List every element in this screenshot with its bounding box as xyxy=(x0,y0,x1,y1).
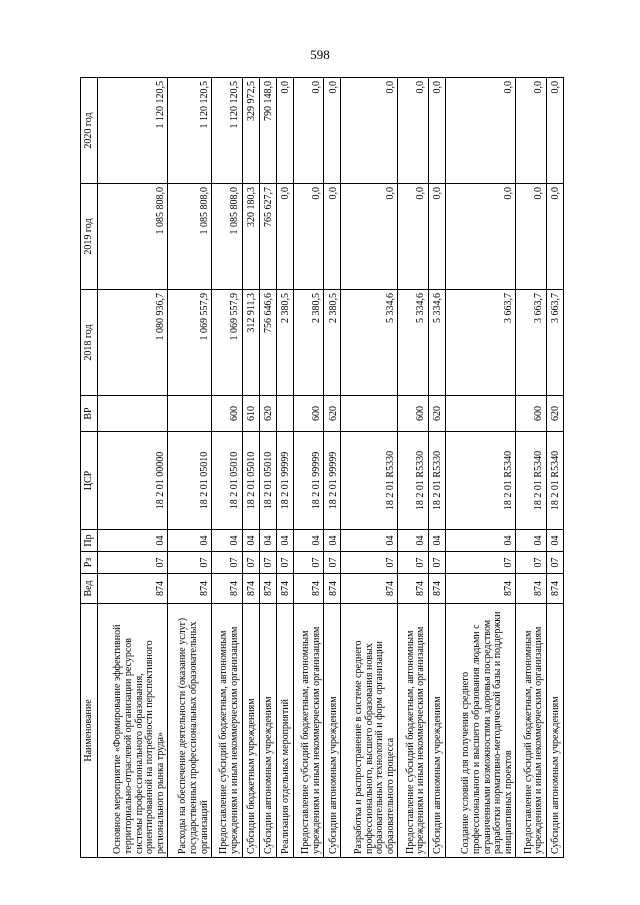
cell-y2020: 0,0 xyxy=(293,78,323,184)
cell-y2018: 3 663,7 xyxy=(445,290,515,396)
cell-name: Субсидии автономным учреждениям xyxy=(324,604,341,858)
cell-vr: 610 xyxy=(242,396,259,432)
cell-pr: 04 xyxy=(546,530,563,552)
cell-y2018: 1 069 557,9 xyxy=(212,290,242,396)
cell-y2018: 3 663,7 xyxy=(516,290,546,396)
table-row xyxy=(259,78,276,858)
cell-name: Разработка и распространение в системе среднего профессионального, высшего образования новых образовательных технологий и форм организации образовательного процесса xyxy=(341,604,398,858)
cell-y2019: 320 180,3 xyxy=(242,184,259,290)
cell-y2020: 0,0 xyxy=(428,78,445,184)
budget-table xyxy=(80,77,564,858)
cell-y2020: 1 120 120,5 xyxy=(98,78,168,184)
table-row xyxy=(516,78,546,858)
cell-ved: 874 xyxy=(168,574,212,604)
table-body xyxy=(98,78,564,858)
page-number: 598 xyxy=(310,47,330,62)
table-row xyxy=(445,78,515,858)
cell-rz: 07 xyxy=(212,552,242,574)
cell-y2019: 0,0 xyxy=(324,184,341,290)
table-row xyxy=(293,78,323,858)
table-row xyxy=(546,78,563,858)
cell-rz: 07 xyxy=(546,552,563,574)
cell-csr: 18 2 01 05010 xyxy=(259,432,276,530)
cell-pr: 04 xyxy=(98,530,168,552)
cell-y2018: 1 069 557,9 xyxy=(168,290,212,396)
cell-name: Субсидии автономным учреждениям xyxy=(546,604,563,858)
cell-y2019: 1 085 808,0 xyxy=(98,184,168,290)
cell-name: Основное мероприятие «Формирование эффективной территориально-отраслевой организации ресурсов системы профессионального образования, ориентированной на потребности перспективного регионального рынка труда» xyxy=(98,604,168,858)
cell-y2020: 0,0 xyxy=(398,78,428,184)
cell-y2019: 0,0 xyxy=(428,184,445,290)
cell-y2018: 2 380,5 xyxy=(324,290,341,396)
cell-name: Субсидии автономным учреждениям xyxy=(259,604,276,858)
cell-csr: 18 2 01 R5330 xyxy=(398,432,428,530)
cell-vr: 600 xyxy=(293,396,323,432)
cell-ved: 874 xyxy=(98,574,168,604)
cell-ved: 874 xyxy=(398,574,428,604)
cell-ved: 874 xyxy=(259,574,276,604)
cell-vr xyxy=(276,396,293,432)
cell-y2020: 1 120 120,5 xyxy=(212,78,242,184)
cell-pr: 04 xyxy=(341,530,398,552)
cell-name: Субсидии автономным учреждениям xyxy=(428,604,445,858)
cell-y2018: 1 080 936,7 xyxy=(98,290,168,396)
table-row xyxy=(242,78,259,858)
cell-vr: 620 xyxy=(259,396,276,432)
cell-vr: 600 xyxy=(516,396,546,432)
cell-rz: 07 xyxy=(242,552,259,574)
cell-y2018: 5 334,6 xyxy=(341,290,398,396)
header-pr: Пр xyxy=(81,530,98,552)
cell-y2019: 0,0 xyxy=(276,184,293,290)
table-row xyxy=(98,78,168,858)
cell-vr: 600 xyxy=(398,396,428,432)
cell-name: Предоставление субсидий бюджетным, автономным учреждениям и иным некоммерческим организациям xyxy=(398,604,428,858)
cell-y2020: 790 148,0 xyxy=(259,78,276,184)
cell-vr xyxy=(445,396,515,432)
cell-ved: 874 xyxy=(341,574,398,604)
header-rz: Рз xyxy=(81,552,98,574)
cell-name: Субсидии бюджетным учреждениям xyxy=(242,604,259,858)
cell-rz: 07 xyxy=(341,552,398,574)
header-ved: Вед xyxy=(81,574,98,604)
cell-y2019: 765 627,7 xyxy=(259,184,276,290)
cell-ved: 874 xyxy=(276,574,293,604)
cell-csr: 18 2 01 00000 xyxy=(98,432,168,530)
table-row xyxy=(168,78,212,858)
cell-csr: 18 2 01 R5340 xyxy=(445,432,515,530)
cell-y2020: 0,0 xyxy=(445,78,515,184)
cell-name: Предоставление субсидий бюджетным, автономным учреждениям и иным некоммерческим организациям xyxy=(516,604,546,858)
cell-csr: 18 2 01 R5340 xyxy=(516,432,546,530)
cell-y2019: 0,0 xyxy=(516,184,546,290)
cell-name: Реализация отдельных мероприятий xyxy=(276,604,293,858)
cell-y2019: 1 085 808,0 xyxy=(168,184,212,290)
cell-ved: 874 xyxy=(324,574,341,604)
cell-rz: 07 xyxy=(398,552,428,574)
table-row xyxy=(341,78,398,858)
cell-ved: 874 xyxy=(212,574,242,604)
cell-ved: 874 xyxy=(242,574,259,604)
cell-y2018: 5 334,6 xyxy=(398,290,428,396)
cell-pr: 04 xyxy=(293,530,323,552)
cell-pr: 04 xyxy=(259,530,276,552)
cell-csr: 18 2 01 R5330 xyxy=(428,432,445,530)
table-row xyxy=(212,78,242,858)
cell-pr: 04 xyxy=(212,530,242,552)
cell-vr: 620 xyxy=(546,396,563,432)
cell-pr: 04 xyxy=(428,530,445,552)
cell-name: Предоставление субсидий бюджетным, автономным учреждениям и иным некоммерческим организациям xyxy=(212,604,242,858)
cell-csr: 18 2 01 05010 xyxy=(242,432,259,530)
cell-pr: 04 xyxy=(445,530,515,552)
header-2018: 2018 год xyxy=(81,290,98,396)
cell-vr xyxy=(341,396,398,432)
cell-rz: 07 xyxy=(293,552,323,574)
cell-vr: 620 xyxy=(428,396,445,432)
cell-y2018: 312 911,3 xyxy=(242,290,259,396)
budget-table-rotated xyxy=(80,78,564,858)
cell-csr: 18 2 01 99999 xyxy=(276,432,293,530)
cell-pr: 04 xyxy=(168,530,212,552)
table-row xyxy=(276,78,293,858)
cell-rz: 07 xyxy=(259,552,276,574)
cell-y2019: 1 085 808,0 xyxy=(212,184,242,290)
cell-y2018: 2 380,5 xyxy=(276,290,293,396)
cell-y2020: 0,0 xyxy=(546,78,563,184)
cell-y2018: 3 663,7 xyxy=(546,290,563,396)
cell-name: Предоставление субсидий бюджетным, автономным учреждениям и иным некоммерческим организациям xyxy=(293,604,323,858)
cell-rz: 07 xyxy=(428,552,445,574)
header-2019: 2019 год xyxy=(81,184,98,290)
cell-y2020: 0,0 xyxy=(341,78,398,184)
cell-csr: 18 2 01 99999 xyxy=(324,432,341,530)
cell-csr: 18 2 01 R5330 xyxy=(341,432,398,530)
cell-y2019: 0,0 xyxy=(398,184,428,290)
cell-y2019: 0,0 xyxy=(341,184,398,290)
cell-rz: 07 xyxy=(445,552,515,574)
cell-y2020: 0,0 xyxy=(324,78,341,184)
cell-y2020: 0,0 xyxy=(516,78,546,184)
cell-name: Расходы на обеспечение деятельности (оказание услуг) государственных профессиональных образовательных организаций xyxy=(168,604,212,858)
cell-rz: 07 xyxy=(98,552,168,574)
cell-vr: 620 xyxy=(324,396,341,432)
cell-ved: 874 xyxy=(445,574,515,604)
cell-y2018: 2 380,5 xyxy=(293,290,323,396)
header-name: Наименование xyxy=(81,604,98,858)
cell-rz: 07 xyxy=(276,552,293,574)
cell-rz: 07 xyxy=(324,552,341,574)
table-row xyxy=(324,78,341,858)
cell-y2019: 0,0 xyxy=(293,184,323,290)
cell-vr xyxy=(168,396,212,432)
cell-ved: 874 xyxy=(516,574,546,604)
cell-ved: 874 xyxy=(546,574,563,604)
cell-pr: 04 xyxy=(242,530,259,552)
table-row xyxy=(428,78,445,858)
cell-y2019: 0,0 xyxy=(546,184,563,290)
cell-y2018: 756 646,6 xyxy=(259,290,276,396)
cell-csr: 18 2 01 05010 xyxy=(168,432,212,530)
cell-vr xyxy=(98,396,168,432)
table-row xyxy=(398,78,428,858)
cell-y2020: 1 120 120,5 xyxy=(168,78,212,184)
cell-pr: 04 xyxy=(516,530,546,552)
cell-y2020: 0,0 xyxy=(276,78,293,184)
header-csr: ЦСР xyxy=(81,432,98,530)
cell-rz: 07 xyxy=(516,552,546,574)
table-header-row xyxy=(81,78,98,858)
cell-name: Создание условий для получения среднего профессионального и высшего образования людьми с ограниченными возможностями здоровья посредством разработки нормативно-методической базы и поддержки инициативных проектов xyxy=(445,604,515,858)
cell-pr: 04 xyxy=(324,530,341,552)
header-vr: ВР xyxy=(81,396,98,432)
cell-rz: 07 xyxy=(168,552,212,574)
cell-y2018: 5 334,6 xyxy=(428,290,445,396)
header-2020: 2020 год xyxy=(81,78,98,184)
cell-vr: 600 xyxy=(212,396,242,432)
cell-ved: 874 xyxy=(428,574,445,604)
cell-pr: 04 xyxy=(276,530,293,552)
cell-ved: 874 xyxy=(293,574,323,604)
cell-y2020: 329 972,5 xyxy=(242,78,259,184)
cell-csr: 18 2 01 99999 xyxy=(293,432,323,530)
cell-pr: 04 xyxy=(398,530,428,552)
cell-y2019: 0,0 xyxy=(445,184,515,290)
cell-csr: 18 2 01 R5340 xyxy=(546,432,563,530)
cell-csr: 18 2 01 05010 xyxy=(212,432,242,530)
